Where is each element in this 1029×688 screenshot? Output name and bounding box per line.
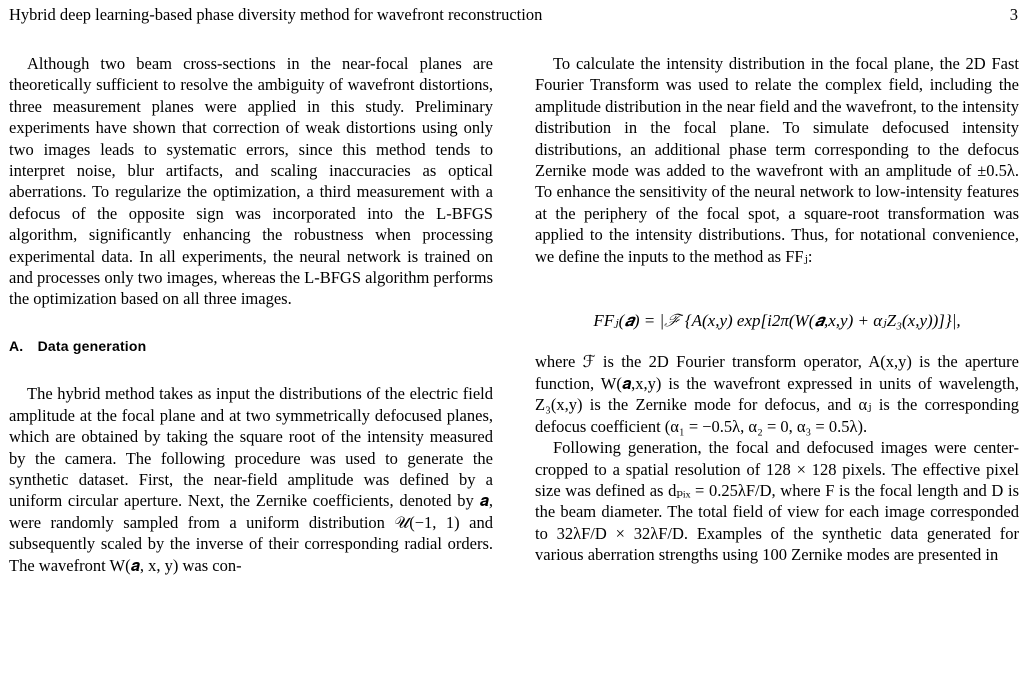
paragraph-fft-simulation: To calculate the intensity distribution in the focal plane, the 2D Fast Fourier Transform was used to relate the complex field, including the amplitude distribution in the near field and the wavefront, to the intensity distribution in the focal plane. To simulate defocused intensity distributions, an additional phase term corresponding to the defocus Zernike mode was added to the wavefront with an amplitude of ±0.5λ. To enhance the sensitivity of the neural network to low-intensity features at the periphery of the focal spot, a square-root transformation was applied to the intensity distributions. Thus, for notational convenience, we define the inputs to the method as FFⱼ: xyxy=(535,54,1019,266)
paragraph-measurement-planes: Although two beam cross-sections in the near-focal planes are theoretically sufficient to resolve the ambiguity of wavefront distortions, three measurement planes were applied in this study. Preliminary experiments have shown that correction of weak distortions using only two images leads to systematic errors, since this method tends to interpret noise, blur artifacts, and scaling inaccuracies as optical aberrations. To regularize the optimization, a third measurement with a defocus of the opposite sign was incorporated into the L-BFGS algorithm, significantly enhancing the robustness when processing experimental data. In all experiments, the neural network is trained on and processes only two images, whereas the L-BFGS algorithm performs the optimization based on all three images. xyxy=(9,54,493,309)
page-number: 3 xyxy=(1009,5,1018,24)
left-column xyxy=(9,53,493,576)
paragraph-data-generation: The hybrid method takes as input the distributions of the electric field amplitude at the focal plane and at two symmetrically defocused planes, which are obtained by taking the square root of the intensity measured by the camera. The following procedure was used to generate the synthetic dataset. First, the near-field amplitude was defined by a uniform circular aperture. Next, the Zernike coefficients, denoted by 𝒂, were randomly sampled from a uniform distribution 𝒰(−1, 1) and subsequently scaled by the inverse of their corresponding radial orders. The wavefront W(𝒂, x, y) was con- xyxy=(9,384,493,575)
running-title: Hybrid deep learning-based phase diversity method for wavefront reconstruction xyxy=(9,5,543,24)
right-column xyxy=(535,53,1019,566)
equation-ff: FFⱼ(𝒂) = |ℱ {A(x,y) exp[i2π(W(𝒂,x,y) + αⱼZ₃(x,y))]}|, xyxy=(593,311,961,331)
section-heading-data-generation: A. Data generation xyxy=(9,337,147,354)
running-header xyxy=(9,5,1018,25)
paragraph-cropping: Following generation, the focal and defocused images were center-cropped to a spatial resolution of 128 × 128 pixels. The effective pixel size was defined as dₚᵢₓ = 0.25λF/D, where F is the focal length and D is the beam diameter. The total field of view for each image corresponded to 32λF/D × 32λF/D. Examples of the synthetic data generated for various aberration strengths using 100 Zernike modes are presented in xyxy=(535,438,1019,565)
paragraph-equation-terms: where ℱ is the 2D Fourier transform operator, A(x,y) is the aperture function, W(𝒂,x,y) is the wavefront expressed in units of wavelength, Z₃(x,y) is the Zernike mode for defocus, and αⱼ is the corresponding defocus coefficient (α₁ = −0.5λ, α₂ = 0, α₃ = 0.5λ). xyxy=(535,352,1019,436)
